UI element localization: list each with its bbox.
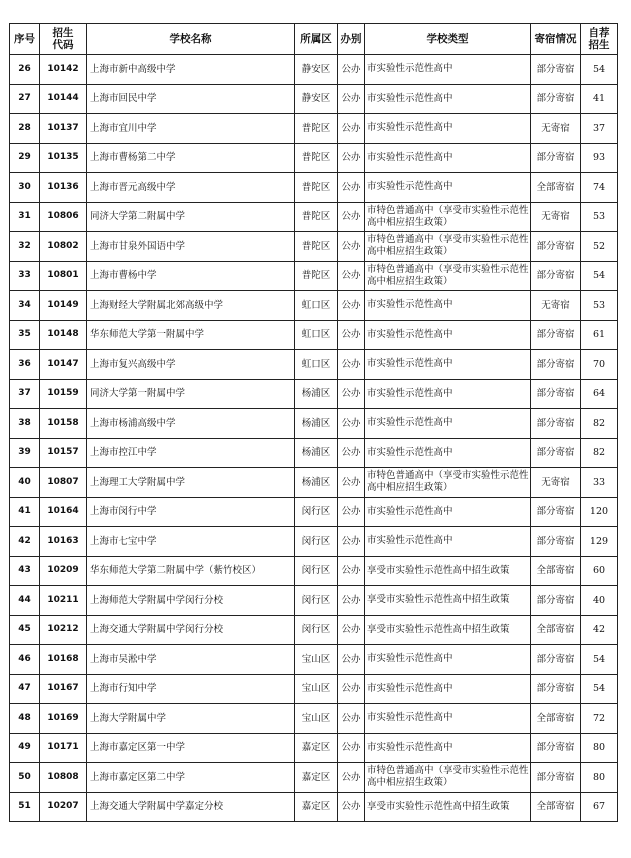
cell-school-type: 市实验性示范性高中	[365, 114, 531, 144]
cell-school-type: 市实验性示范性高中	[365, 350, 531, 380]
cell-quota: 53	[581, 291, 618, 321]
cell-school-name: 上海市行知中学	[87, 674, 295, 704]
cell-code: 10168	[40, 645, 87, 675]
cell-district: 杨浦区	[295, 379, 338, 409]
cell-school-name: 上海市新中高级中学	[87, 55, 295, 85]
cell-code: 10158	[40, 409, 87, 439]
cell-school-name: 上海市嘉定区第二中学	[87, 763, 295, 793]
cell-school-type: 市实验性示范性高中	[365, 527, 531, 557]
cell-quota: 42	[581, 615, 618, 645]
cell-school-name: 上海市闵行中学	[87, 497, 295, 527]
cell-seq: 28	[10, 114, 40, 144]
cell-district: 普陀区	[295, 202, 338, 232]
cell-code: 10802	[40, 232, 87, 262]
cell-district: 静安区	[295, 55, 338, 85]
cell-code: 10136	[40, 173, 87, 203]
cell-boarding: 全部寄宿	[531, 173, 581, 203]
table-row	[10, 114, 618, 144]
cell-boarding: 部分寄宿	[531, 586, 581, 616]
table-row	[10, 84, 618, 114]
cell-seq: 39	[10, 438, 40, 468]
cell-code: 10806	[40, 202, 87, 232]
cell-school-type: 享受市实验性示范性高中招生政策	[365, 792, 531, 822]
cell-quota: 33	[581, 468, 618, 498]
cell-school-type: 市特色普通高中（享受市实验性示范性高中相应招生政策）	[365, 232, 531, 262]
cell-quota: 80	[581, 763, 618, 793]
cell-school-name: 上海市吴淞中学	[87, 645, 295, 675]
cell-quota: 74	[581, 173, 618, 203]
cell-school-name: 华东师范大学第一附属中学	[87, 320, 295, 350]
cell-district: 嘉定区	[295, 763, 338, 793]
cell-ownership: 公办	[338, 586, 365, 616]
cell-school-type: 享受市实验性示范性高中招生政策	[365, 586, 531, 616]
cell-school-name: 上海理工大学附属中学	[87, 468, 295, 498]
school-admissions-table	[9, 23, 618, 822]
table-row	[10, 379, 618, 409]
cell-district: 宝山区	[295, 645, 338, 675]
cell-school-name: 上海市嘉定区第一中学	[87, 733, 295, 763]
cell-district: 虹口区	[295, 350, 338, 380]
cell-district: 普陀区	[295, 114, 338, 144]
cell-code: 10808	[40, 763, 87, 793]
cell-school-type: 市实验性示范性高中	[365, 733, 531, 763]
header-type: 学校类型	[365, 24, 531, 55]
cell-school-type: 市实验性示范性高中	[365, 497, 531, 527]
cell-seq: 31	[10, 202, 40, 232]
cell-quota: 54	[581, 645, 618, 675]
cell-school-type: 市特色普通高中（享受市实验性示范性高中相应招生政策）	[365, 763, 531, 793]
cell-quota: 93	[581, 143, 618, 173]
cell-code: 10147	[40, 350, 87, 380]
cell-quota: 40	[581, 586, 618, 616]
cell-school-type: 市特色普通高中（享受市实验性示范性高中相应招生政策）	[365, 202, 531, 232]
cell-ownership: 公办	[338, 320, 365, 350]
cell-district: 普陀区	[295, 261, 338, 291]
cell-district: 闵行区	[295, 615, 338, 645]
header-ownership: 办别	[338, 24, 365, 55]
cell-quota: 120	[581, 497, 618, 527]
cell-seq: 45	[10, 615, 40, 645]
cell-ownership: 公办	[338, 202, 365, 232]
cell-code: 10801	[40, 261, 87, 291]
cell-quota: 82	[581, 409, 618, 439]
cell-ownership: 公办	[338, 674, 365, 704]
cell-school-name: 上海师范大学附属中学闵行分校	[87, 586, 295, 616]
cell-boarding: 部分寄宿	[531, 320, 581, 350]
cell-quota: 61	[581, 320, 618, 350]
cell-district: 静安区	[295, 84, 338, 114]
cell-ownership: 公办	[338, 261, 365, 291]
cell-code: 10209	[40, 556, 87, 586]
cell-boarding: 部分寄宿	[531, 645, 581, 675]
table-row	[10, 556, 618, 586]
cell-ownership: 公办	[338, 527, 365, 557]
cell-boarding: 部分寄宿	[531, 261, 581, 291]
cell-district: 闵行区	[295, 556, 338, 586]
cell-boarding: 部分寄宿	[531, 350, 581, 380]
cell-school-type: 市实验性示范性高中	[365, 173, 531, 203]
cell-boarding: 无寄宿	[531, 468, 581, 498]
cell-code: 10212	[40, 615, 87, 645]
table-row	[10, 261, 618, 291]
cell-quota: 53	[581, 202, 618, 232]
cell-boarding: 无寄宿	[531, 291, 581, 321]
table-row	[10, 409, 618, 439]
cell-seq: 26	[10, 55, 40, 85]
cell-quota: 70	[581, 350, 618, 380]
table-row	[10, 143, 618, 173]
cell-district: 虹口区	[295, 291, 338, 321]
cell-school-name: 上海市曹杨中学	[87, 261, 295, 291]
cell-ownership: 公办	[338, 704, 365, 734]
cell-school-type: 市实验性示范性高中	[365, 55, 531, 85]
cell-boarding: 部分寄宿	[531, 84, 581, 114]
table-row	[10, 674, 618, 704]
cell-code: 10171	[40, 733, 87, 763]
cell-boarding: 部分寄宿	[531, 438, 581, 468]
cell-seq: 38	[10, 409, 40, 439]
cell-school-type: 市特色普通高中（享受市实验性示范性高中相应招生政策）	[365, 261, 531, 291]
table-row	[10, 291, 618, 321]
cell-district: 宝山区	[295, 674, 338, 704]
cell-quota: 54	[581, 261, 618, 291]
cell-school-type: 市实验性示范性高中	[365, 704, 531, 734]
header-seq: 序号	[10, 24, 40, 55]
cell-school-type: 市实验性示范性高中	[365, 291, 531, 321]
cell-ownership: 公办	[338, 468, 365, 498]
table-header-row	[10, 24, 618, 55]
cell-seq: 42	[10, 527, 40, 557]
table-body	[10, 55, 618, 822]
cell-quota: 60	[581, 556, 618, 586]
cell-seq: 48	[10, 704, 40, 734]
cell-school-type: 市实验性示范性高中	[365, 320, 531, 350]
cell-district: 普陀区	[295, 143, 338, 173]
cell-school-type: 市实验性示范性高中	[365, 143, 531, 173]
cell-district: 普陀区	[295, 232, 338, 262]
cell-ownership: 公办	[338, 84, 365, 114]
cell-district: 普陀区	[295, 173, 338, 203]
cell-quota: 82	[581, 438, 618, 468]
cell-school-name: 上海市曹杨第二中学	[87, 143, 295, 173]
cell-seq: 35	[10, 320, 40, 350]
cell-school-type: 市实验性示范性高中	[365, 409, 531, 439]
cell-ownership: 公办	[338, 173, 365, 203]
cell-school-type: 市实验性示范性高中	[365, 674, 531, 704]
table-row	[10, 527, 618, 557]
cell-school-name: 华东师范大学第二附属中学（紫竹校区）	[87, 556, 295, 586]
header-boarding: 寄宿情况	[531, 24, 581, 55]
table-row	[10, 733, 618, 763]
header-name: 学校名称	[87, 24, 295, 55]
table-row	[10, 438, 618, 468]
cell-seq: 40	[10, 468, 40, 498]
header-code-bottom: 代码	[52, 39, 74, 51]
cell-code: 10211	[40, 586, 87, 616]
cell-ownership: 公办	[338, 497, 365, 527]
cell-school-name: 上海财经大学附属北郊高级中学	[87, 291, 295, 321]
cell-seq: 49	[10, 733, 40, 763]
header-district: 所属区	[295, 24, 338, 55]
cell-boarding: 部分寄宿	[531, 409, 581, 439]
cell-ownership: 公办	[338, 291, 365, 321]
header-quota	[581, 24, 618, 55]
cell-district: 杨浦区	[295, 468, 338, 498]
cell-seq: 30	[10, 173, 40, 203]
cell-seq: 34	[10, 291, 40, 321]
cell-quota: 54	[581, 55, 618, 85]
cell-quota: 37	[581, 114, 618, 144]
table-row	[10, 350, 618, 380]
cell-ownership: 公办	[338, 409, 365, 439]
cell-ownership: 公办	[338, 379, 365, 409]
cell-ownership: 公办	[338, 556, 365, 586]
cell-school-type: 享受市实验性示范性高中招生政策	[365, 556, 531, 586]
table-row	[10, 202, 618, 232]
cell-boarding: 部分寄宿	[531, 674, 581, 704]
cell-school-name: 同济大学第一附属中学	[87, 379, 295, 409]
cell-seq: 50	[10, 763, 40, 793]
cell-seq: 51	[10, 792, 40, 822]
table-row	[10, 645, 618, 675]
table-row	[10, 468, 618, 498]
cell-district: 闵行区	[295, 527, 338, 557]
cell-boarding: 部分寄宿	[531, 232, 581, 262]
cell-school-name: 上海大学附属中学	[87, 704, 295, 734]
cell-school-name: 上海市七宝中学	[87, 527, 295, 557]
cell-boarding: 部分寄宿	[531, 379, 581, 409]
cell-school-type: 市实验性示范性高中	[365, 645, 531, 675]
table-row	[10, 704, 618, 734]
cell-seq: 43	[10, 556, 40, 586]
cell-boarding: 部分寄宿	[531, 763, 581, 793]
table-row	[10, 586, 618, 616]
cell-ownership: 公办	[338, 615, 365, 645]
cell-school-name: 上海市宜川中学	[87, 114, 295, 144]
header-code-top: 招生	[52, 27, 74, 39]
cell-district: 闵行区	[295, 497, 338, 527]
cell-seq: 46	[10, 645, 40, 675]
cell-school-type: 市实验性示范性高中	[365, 379, 531, 409]
cell-code: 10142	[40, 55, 87, 85]
table-row	[10, 320, 618, 350]
cell-ownership: 公办	[338, 350, 365, 380]
table-row	[10, 763, 618, 793]
cell-district: 杨浦区	[295, 409, 338, 439]
cell-quota: 52	[581, 232, 618, 262]
cell-code: 10149	[40, 291, 87, 321]
table-row	[10, 173, 618, 203]
cell-district: 虹口区	[295, 320, 338, 350]
cell-boarding: 部分寄宿	[531, 733, 581, 763]
table-row	[10, 55, 618, 85]
cell-seq: 27	[10, 84, 40, 114]
cell-ownership: 公办	[338, 55, 365, 85]
cell-school-type: 市特色普通高中（享受市实验性示范性高中相应招生政策）	[365, 468, 531, 498]
cell-boarding: 全部寄宿	[531, 704, 581, 734]
table-row	[10, 497, 618, 527]
table-row	[10, 232, 618, 262]
cell-school-name: 上海交通大学附属中学闵行分校	[87, 615, 295, 645]
cell-boarding: 部分寄宿	[531, 527, 581, 557]
cell-code: 10144	[40, 84, 87, 114]
header-quota-top: 自荐	[588, 27, 610, 39]
cell-boarding: 无寄宿	[531, 202, 581, 232]
cell-school-name: 上海市杨浦高级中学	[87, 409, 295, 439]
cell-ownership: 公办	[338, 792, 365, 822]
cell-ownership: 公办	[338, 438, 365, 468]
cell-seq: 29	[10, 143, 40, 173]
cell-school-type: 享受市实验性示范性高中招生政策	[365, 615, 531, 645]
cell-ownership: 公办	[338, 645, 365, 675]
cell-code: 10159	[40, 379, 87, 409]
cell-quota: 72	[581, 704, 618, 734]
table-row	[10, 615, 618, 645]
cell-boarding: 部分寄宿	[531, 55, 581, 85]
cell-boarding: 全部寄宿	[531, 792, 581, 822]
cell-code: 10807	[40, 468, 87, 498]
cell-seq: 44	[10, 586, 40, 616]
cell-code: 10169	[40, 704, 87, 734]
cell-code: 10163	[40, 527, 87, 557]
cell-quota: 41	[581, 84, 618, 114]
cell-district: 宝山区	[295, 704, 338, 734]
cell-school-name: 上海市控江中学	[87, 438, 295, 468]
cell-school-name: 上海市甘泉外国语中学	[87, 232, 295, 262]
cell-school-type: 市实验性示范性高中	[365, 438, 531, 468]
cell-district: 闵行区	[295, 586, 338, 616]
cell-boarding: 全部寄宿	[531, 556, 581, 586]
cell-school-type: 市实验性示范性高中	[365, 84, 531, 114]
cell-code: 10167	[40, 674, 87, 704]
cell-district: 嘉定区	[295, 792, 338, 822]
cell-school-name: 同济大学第二附属中学	[87, 202, 295, 232]
cell-seq: 33	[10, 261, 40, 291]
cell-boarding: 全部寄宿	[531, 615, 581, 645]
cell-quota: 129	[581, 527, 618, 557]
cell-code: 10164	[40, 497, 87, 527]
cell-quota: 64	[581, 379, 618, 409]
cell-school-name: 上海市晋元高级中学	[87, 173, 295, 203]
cell-code: 10157	[40, 438, 87, 468]
header-code	[40, 24, 87, 55]
cell-code: 10137	[40, 114, 87, 144]
cell-code: 10207	[40, 792, 87, 822]
cell-seq: 41	[10, 497, 40, 527]
cell-code: 10135	[40, 143, 87, 173]
table-row	[10, 792, 618, 822]
header-quota-bottom: 招生	[588, 39, 610, 51]
cell-boarding: 无寄宿	[531, 114, 581, 144]
cell-code: 10148	[40, 320, 87, 350]
cell-quota: 54	[581, 674, 618, 704]
cell-seq: 47	[10, 674, 40, 704]
cell-district: 嘉定区	[295, 733, 338, 763]
cell-quota: 67	[581, 792, 618, 822]
cell-ownership: 公办	[338, 114, 365, 144]
cell-district: 杨浦区	[295, 438, 338, 468]
cell-quota: 80	[581, 733, 618, 763]
cell-school-name: 上海市复兴高级中学	[87, 350, 295, 380]
cell-ownership: 公办	[338, 143, 365, 173]
cell-school-name: 上海交通大学附属中学嘉定分校	[87, 792, 295, 822]
cell-ownership: 公办	[338, 763, 365, 793]
cell-seq: 36	[10, 350, 40, 380]
cell-seq: 32	[10, 232, 40, 262]
cell-boarding: 部分寄宿	[531, 497, 581, 527]
cell-seq: 37	[10, 379, 40, 409]
cell-school-name: 上海市回民中学	[87, 84, 295, 114]
cell-ownership: 公办	[338, 232, 365, 262]
cell-boarding: 部分寄宿	[531, 143, 581, 173]
cell-ownership: 公办	[338, 733, 365, 763]
